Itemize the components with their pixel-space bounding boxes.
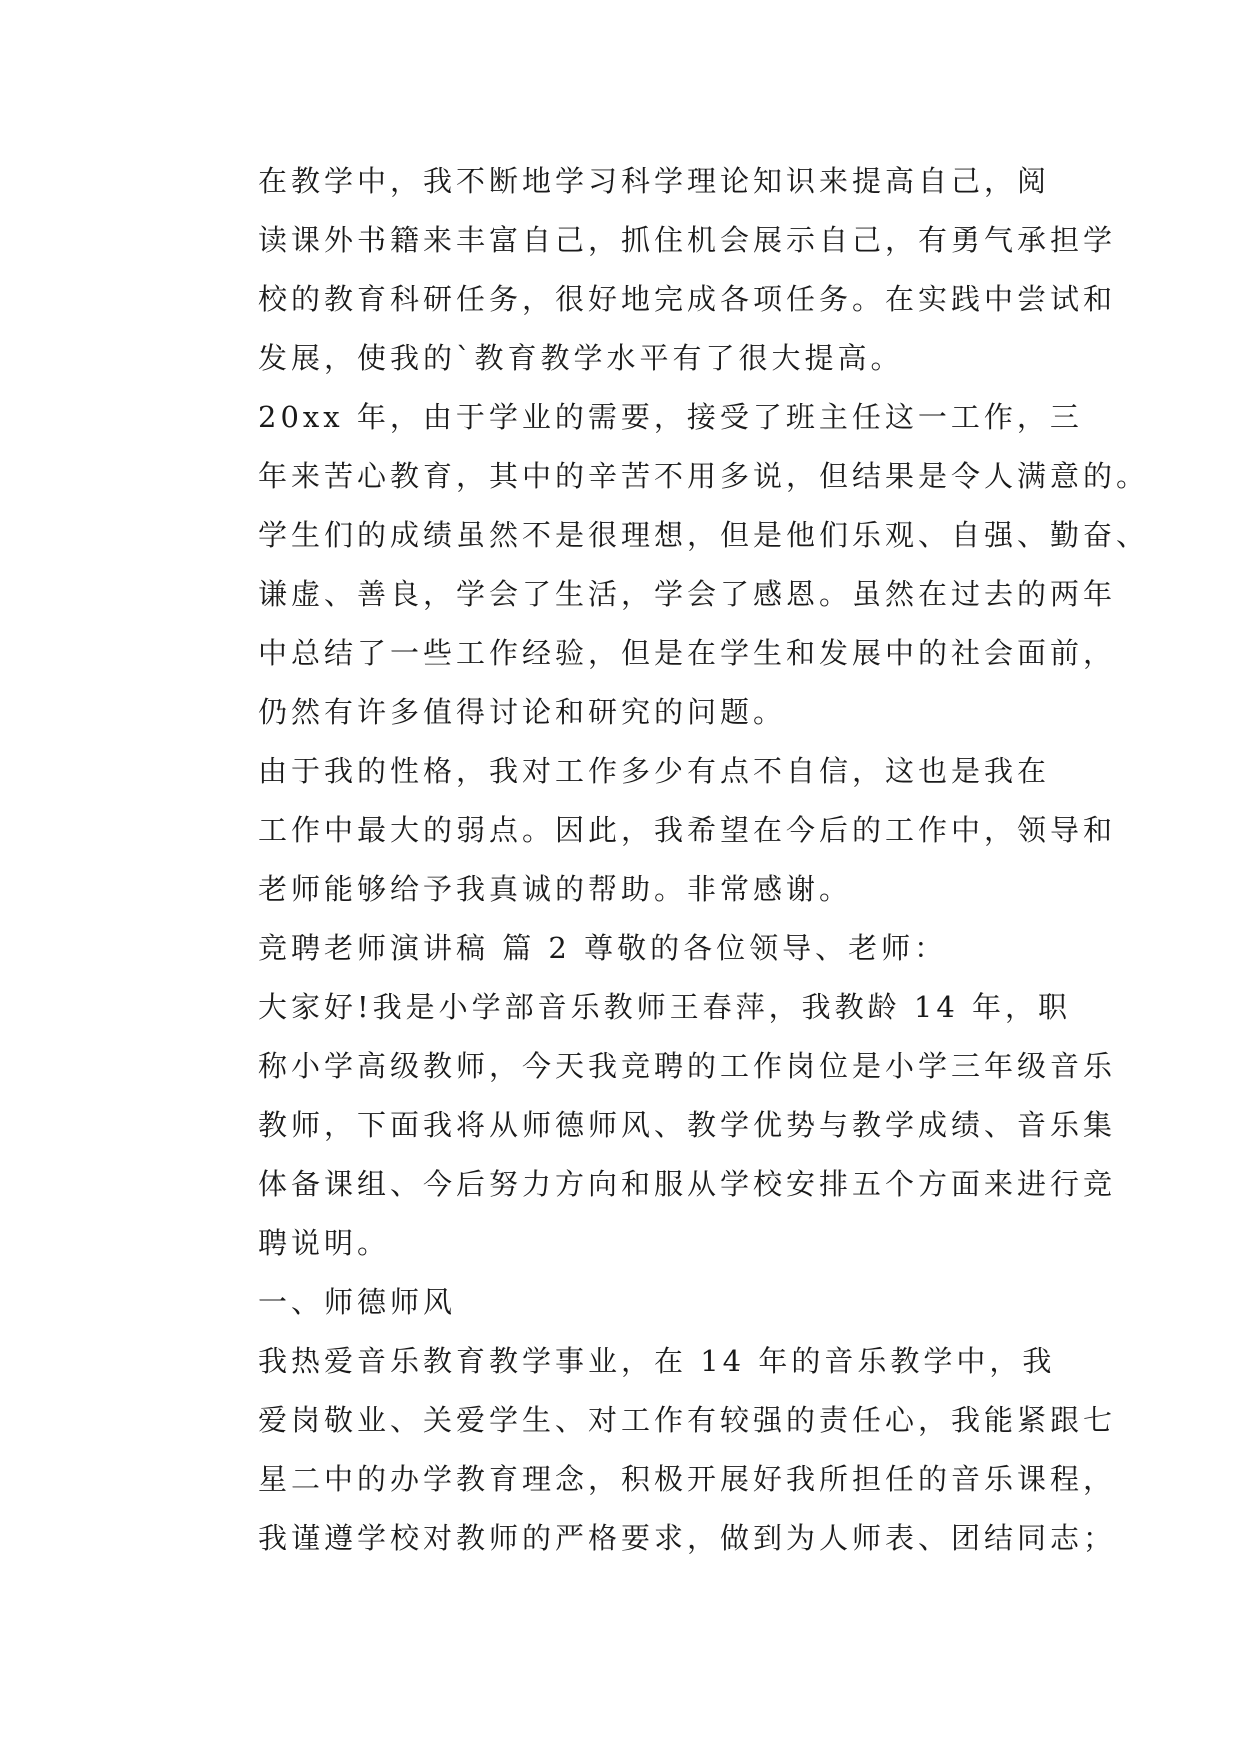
- text-line: 在教学中，我不断地学习科学理论知识来提高自己，阅: [258, 164, 1051, 198]
- text-line: 一、师德师风: [258, 1285, 457, 1319]
- text-line: 老师能够给予我真诚的帮助。非常感谢。: [258, 872, 853, 906]
- text-line: 爱岗敬业、关爱学生、对工作有较强的责任心，我能紧跟七: [258, 1403, 1117, 1437]
- text-line: 年来苦心教育，其中的辛苦不用多说，但结果是令人满意的。: [258, 459, 1150, 493]
- paragraph-head-teacher: [192, 388, 1150, 742]
- text-line: 称小学高级教师，今天我竞聘的工作岗位是小学三年级音乐: [258, 1049, 1117, 1083]
- text-line: 星二中的办学教育理念，积极开展好我所担任的音乐课程，: [258, 1462, 1117, 1496]
- speech-heading: [192, 919, 1058, 978]
- text-line: 20xx 年，由于学业的需要，接受了班主任这一工作，三: [258, 400, 1083, 434]
- document-page: [192, 152, 1150, 1568]
- text-line: 聘说明。: [258, 1226, 391, 1260]
- section-heading-ethics: [192, 1273, 1058, 1332]
- text-line: 仍然有许多值得讨论和研究的问题。: [258, 695, 787, 729]
- text-line: 发展，使我的`教育教学水平有了很大提高。: [258, 341, 904, 375]
- text-line: 谦虚、善良，学会了生活，学会了感恩。虽然在过去的两年: [258, 577, 1117, 611]
- text-line: 体备课组、今后努力方向和服从学校安排五个方面来进行竞: [258, 1167, 1117, 1201]
- text-line: 大家好!我是小学部音乐教师王春萍，我教龄 14 年，职: [258, 990, 1071, 1024]
- text-line: 中总结了一些工作经验，但是在学生和发展中的社会面前，: [258, 636, 1117, 670]
- text-line: 竞聘老师演讲稿 篇 2 尊敬的各位领导、老师：: [258, 931, 948, 965]
- text-line: 工作中最大的弱点。因此，我希望在今后的工作中，领导和: [258, 813, 1117, 847]
- text-line: 教师，下面我将从师德师风、教学优势与教学成绩、音乐集: [258, 1108, 1117, 1142]
- paragraph-weakness: [192, 742, 1117, 919]
- text-line: 我热爱音乐教育教学事业，在 14 年的音乐教学中，我: [258, 1344, 1056, 1378]
- paragraph-teaching-growth: [192, 152, 1117, 388]
- text-line: 我谨遵学校对教师的严格要求，做到为人师表、团结同志；: [258, 1521, 1117, 1555]
- text-line: 由于我的性格，我对工作多少有点不自信，这也是我在: [258, 754, 1051, 788]
- paragraph-introduction: [192, 978, 1117, 1273]
- paragraph-ethics: [192, 1332, 1117, 1568]
- text-line: 读课外书籍来丰富自己，抓住机会展示自己，有勇气承担学: [258, 223, 1117, 257]
- text-line: 校的教育科研任务，很好地完成各项任务。在实践中尝试和: [258, 282, 1117, 316]
- text-line: 学生们的成绩虽然不是很理想，但是他们乐观、自强、勤奋、: [258, 518, 1150, 552]
